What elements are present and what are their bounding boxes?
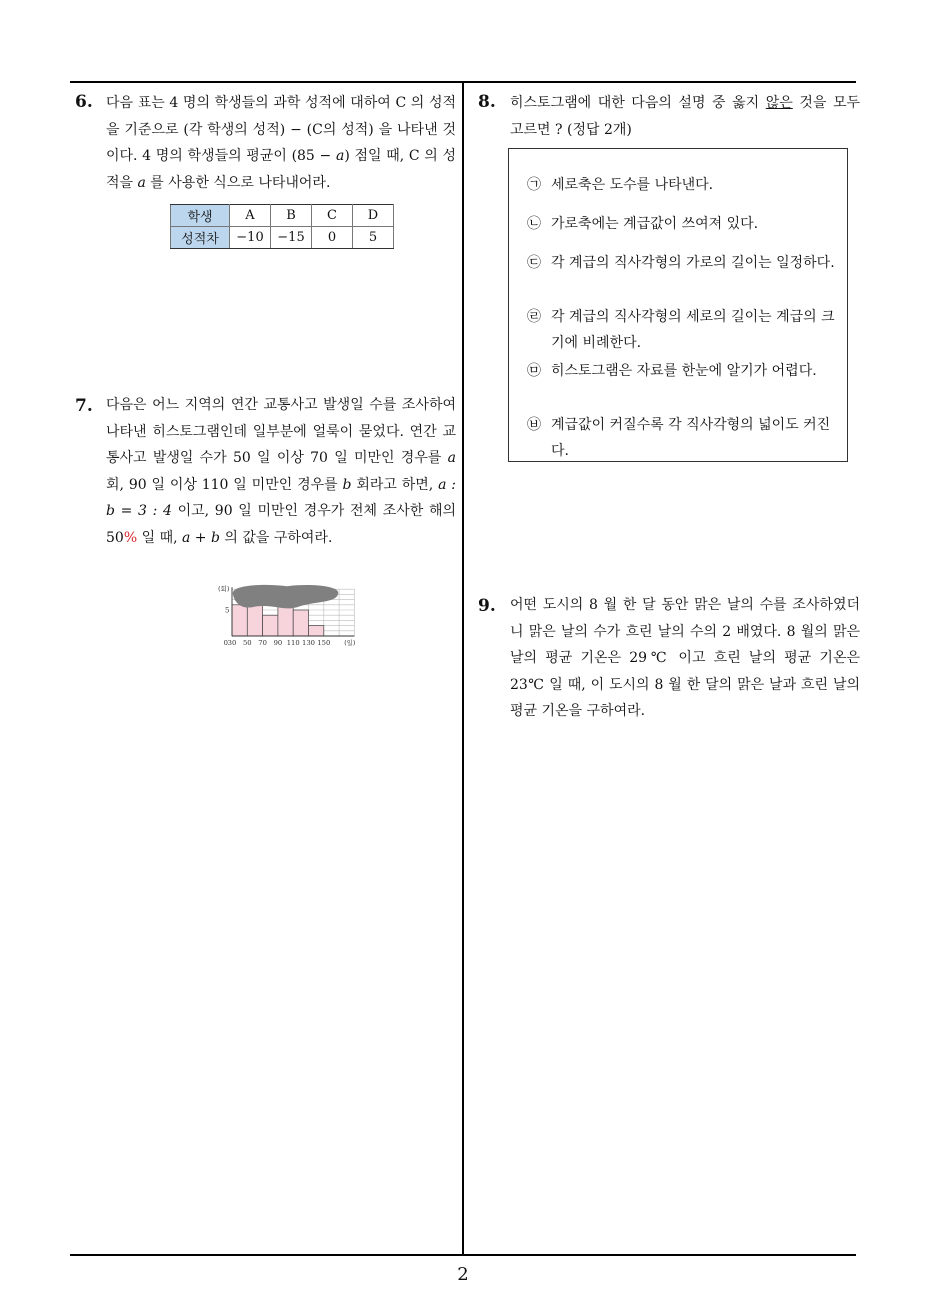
x-tick-label: 150 [317, 639, 331, 647]
student-b: B [271, 205, 312, 227]
column-divider [462, 81, 464, 1255]
x-tick-label: 90 [273, 639, 283, 647]
student-c: C [312, 205, 353, 227]
row-label-student: 학생 [171, 205, 230, 227]
x-tick-label: 70 [258, 639, 267, 647]
y-axis-label: (회) [218, 585, 230, 594]
histogram-bar [247, 605, 262, 636]
statement-5: ㉤ 히스토그램은 자료를 한눈에 알기가 어렵다. [527, 363, 817, 379]
question-6-number: 6. [75, 92, 93, 112]
question-6-text: 다음 표는 4 명의 학생들의 과학 성적에 대하여 C 의 성적을 기준으로 (각 학생의 성적) − (C의 성적) 을 나타낸 것이다. 4 명의 학생들의 평균이 (85 − a) 점일 때, C 의 성적을 a 를 사용한 식으로 나타내어라. [106, 95, 456, 191]
traffic-accident-histogram [210, 574, 370, 654]
underlined-word: 않은 [765, 95, 793, 111]
x-tick-label: 130 [302, 639, 315, 647]
student-a: A [230, 205, 271, 227]
row-label-diff: 성적차 [171, 227, 230, 249]
y-tick-label: 5 [225, 606, 230, 615]
x-tick-label: 0 [223, 639, 228, 647]
statement-3: ㉢ 각 계급의 직사각형의 가로의 길이는 일정하다. [527, 255, 835, 271]
statement-2: ㉡ 가로축에는 계급값이 쓰여져 있다. [527, 216, 759, 232]
question-8-text: 히스토그램에 대한 다음의 설명 중 옳지 않은 것을 모두 고르면 ? (정답 2개) [510, 95, 860, 138]
question-9-text: 어떤 도시의 8 월 한 달 동안 맑은 날의 수를 조사하였더니 맑은 날의 수가 흐린 날의 수의 2 배였다. 8 월의 맑은 날의 평균 기온은 29℃ 이고 흐린 날의 평균 기온은 23℃ 일 때, 이 도시의 8 월 한 달의 맑은 날과 흐린 날의 평균 기온을 구하여라. [510, 597, 860, 719]
statement-6: ㉥ 계급값이 커질수록 각 직사각형의 넓이도 커진다. [527, 417, 831, 459]
student-d: D [353, 205, 394, 227]
statement-1: ㉠ 세로축은 도수를 나타낸다. [527, 177, 714, 193]
histogram-bar [232, 605, 247, 636]
histogram-bar [263, 615, 278, 636]
question-7-text: 다음은 어느 지역의 연간 교통사고 발생일 수를 조사하여 나타낸 히스토그램인데 일부분에 얼룩이 묻었다. 연간 교통사고 발생일 수가 50 일 이상 70 일 미만인 경우를 a 회, 90 일 이상 110 일 미만인 경우를 b 회라고 하면, a : b = 3 : 4 이고, 90 일 미만인 경우가 전체 조사한 해의 50% 일 때, a + b 의 값을 구하여라. [106, 397, 457, 546]
statement-box [508, 148, 848, 462]
question-8-number: 8. [478, 92, 496, 112]
x-axis-label: (일) [344, 639, 356, 647]
statement-4: ㉣ 각 계급의 직사각형의 세로의 길이는 계급의 크기에 비례한다. [527, 309, 835, 351]
table-row-students [171, 205, 394, 227]
diff-c: 0 [312, 227, 353, 249]
question-7-number: 7. [75, 396, 93, 416]
score-difference-table [170, 204, 394, 249]
question-9-number: 9. [478, 596, 496, 616]
table-row-diffs [171, 227, 394, 249]
percent-sign: % [123, 529, 138, 546]
x-tick-label: 30 [227, 639, 237, 647]
histogram-bar [309, 626, 324, 636]
diff-d: 5 [353, 227, 394, 249]
x-tick-label: 50 [242, 639, 252, 647]
x-tick-label: 110 [286, 639, 300, 647]
diff-a: −10 [230, 227, 271, 249]
histogram-bar [293, 610, 308, 636]
page-number: 2 [457, 1264, 469, 1285]
diff-b: −15 [271, 227, 312, 249]
